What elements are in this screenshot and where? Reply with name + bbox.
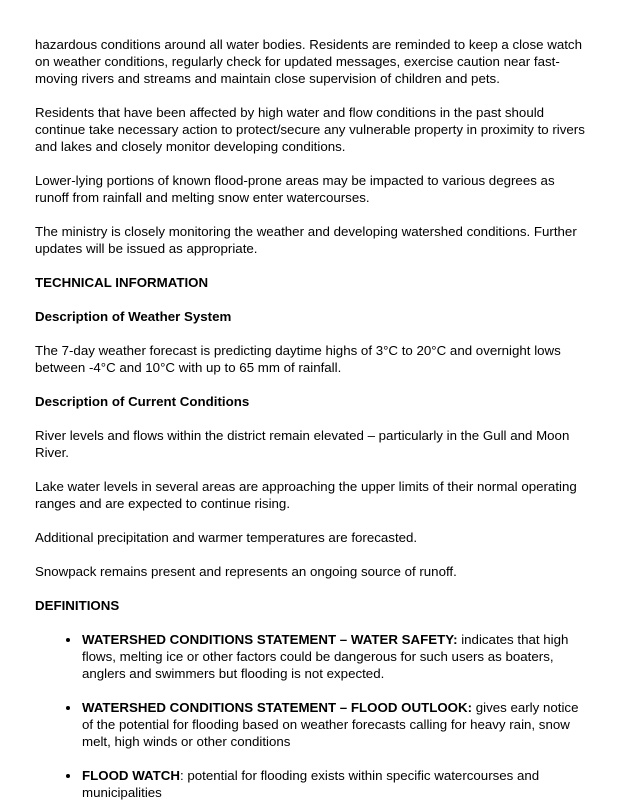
paragraph-river-levels: River levels and flows within the district remain elevated – particularly in the Gull and Moon River. bbox=[35, 428, 570, 460]
paragraph-flood-prone-areas: Lower-lying portions of known flood-prone areas may be impacted to various degrees as runoff from rainfall and melting snow enter watercourses. bbox=[35, 173, 555, 205]
paragraph-snowpack: Snowpack remains present and represents an ongoing source of runoff. bbox=[35, 564, 457, 579]
paragraph-water-safety-advice: hazardous conditions around all water bodies. Residents are reminded to keep a close watch on weather conditions, regularly check for updated messages, exercise caution near fast-moving rivers and streams and maintain close supervision of children and pets. bbox=[35, 37, 582, 86]
heading-definitions: DEFINITIONS bbox=[35, 598, 120, 613]
definition-term: WATERSHED CONDITIONS STATEMENT – FLOOD OUTLOOK: bbox=[82, 700, 473, 715]
paragraph-ministry-monitoring: The ministry is closely monitoring the weather and developing watershed conditions. Further updates will be issued as appropriate. bbox=[35, 224, 577, 256]
definition-term: WATERSHED CONDITIONS STATEMENT – WATER SAFETY: bbox=[82, 632, 458, 647]
paragraph-residents-affected: Residents that have been affected by high water and flow conditions in the past should continue take necessary action to protect/secure any vulnerable property in proximity to rivers and lakes and closely monitor developing conditions. bbox=[35, 105, 585, 154]
definition-term: FLOOD WATCH bbox=[82, 768, 180, 783]
definition-description: : potential for flooding exists within specific watercourses and municipalities bbox=[82, 768, 540, 800]
definition-description: gives early notice of the potential for flooding based on weather forecasts calling for heavy rain, snow melt, high winds or other conditions bbox=[82, 700, 579, 749]
definition-item-water-safety bbox=[81, 631, 590, 682]
paragraph-lake-levels: Lake water levels in several areas are approaching the upper limits of their normal operating ranges and are expected to continue rising. bbox=[35, 479, 577, 511]
definition-item-flood-outlook bbox=[81, 699, 590, 750]
heading-current-conditions: Description of Current Conditions bbox=[35, 394, 250, 409]
heading-technical-information: TECHNICAL INFORMATION bbox=[35, 275, 209, 290]
paragraph-precipitation-forecast: Additional precipitation and warmer temperatures are forecasted. bbox=[35, 530, 418, 545]
paragraph-weather-forecast: The 7-day weather forecast is predicting daytime highs of 3°C to 20°C and overnight lows between -4°C and 10°C with up to 65 mm of rainfall. bbox=[35, 343, 561, 375]
definition-item-flood-watch bbox=[81, 767, 590, 801]
definitions-list bbox=[35, 631, 590, 801]
definition-description: indicates that high flows, melting ice or other factors could be dangerous for such users as boaters, anglers and swimmers but flooding is not expected. bbox=[82, 632, 569, 681]
heading-weather-system: Description of Weather System bbox=[35, 309, 232, 324]
